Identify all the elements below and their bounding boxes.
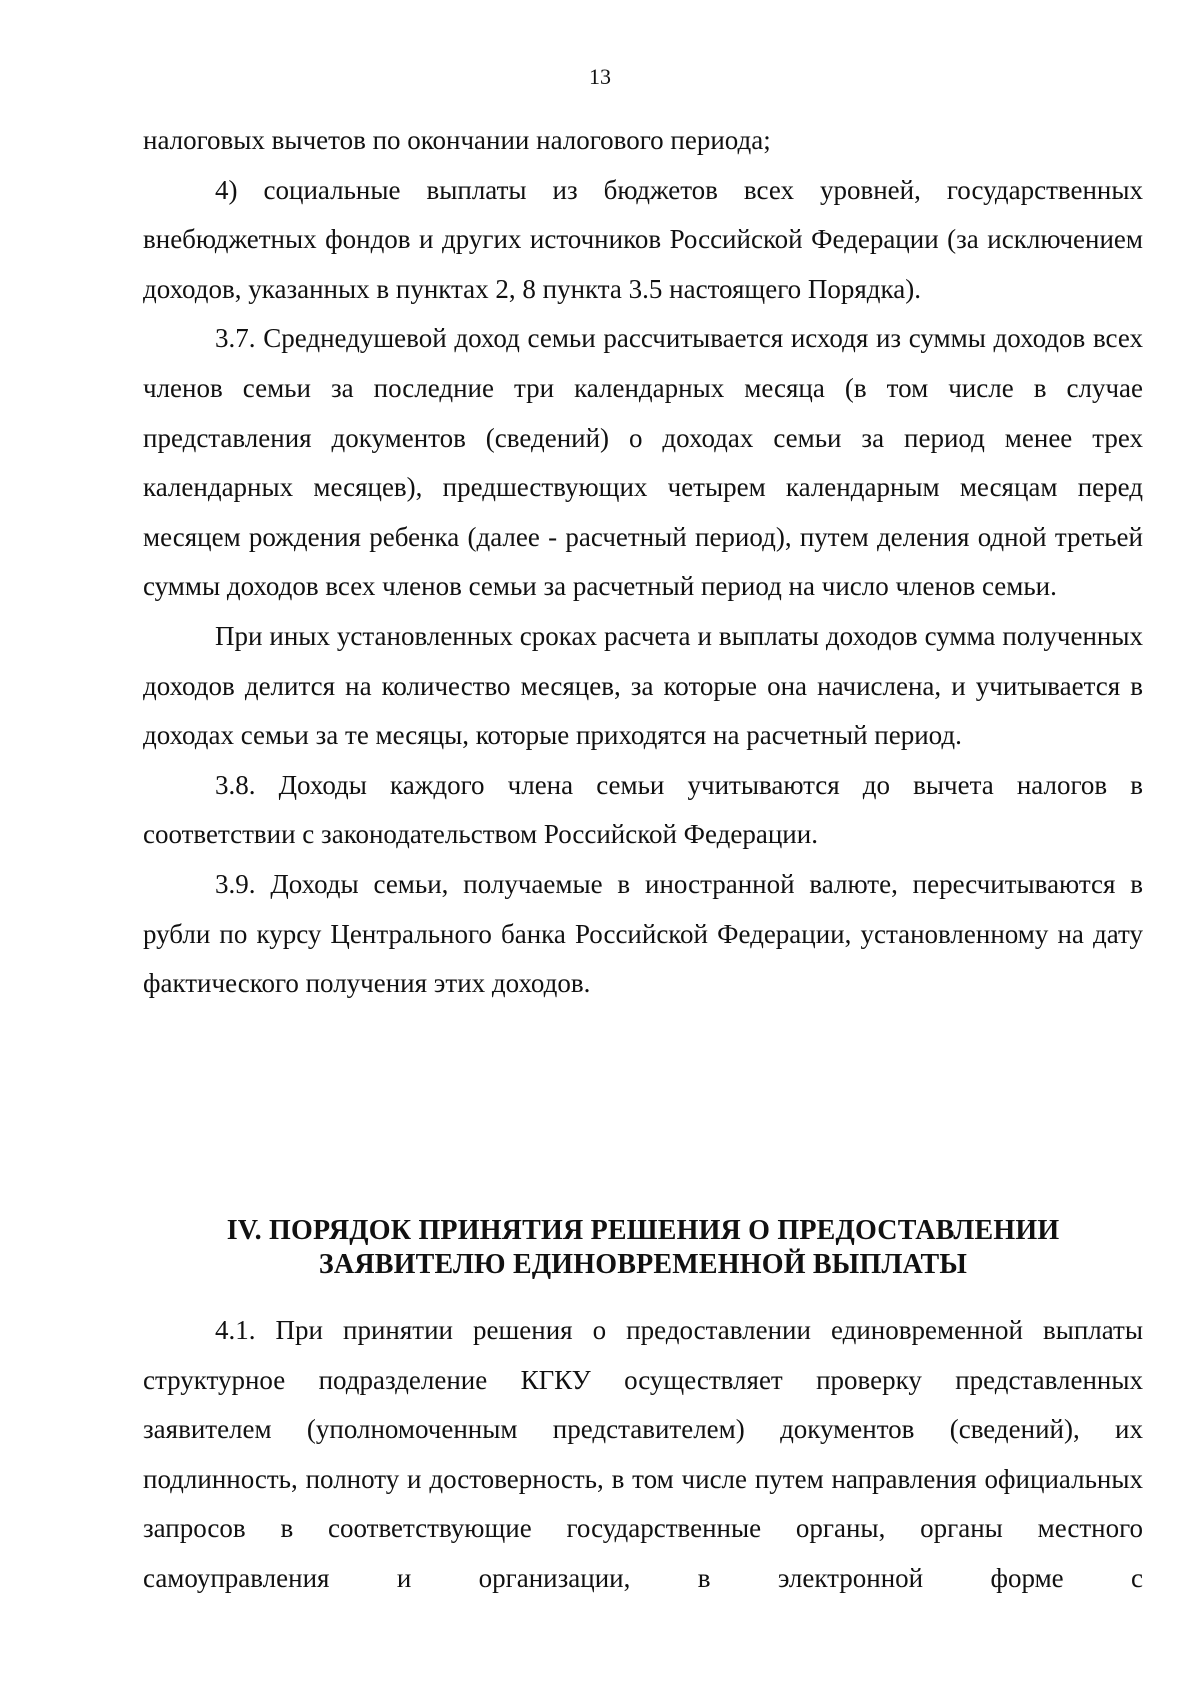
paragraph-continuation: налоговых вычетов по окончании налогового периода;	[143, 125, 771, 155]
page-number: 13	[589, 64, 611, 89]
body-text-lower	[143, 1306, 1143, 1604]
paragraph-3-7: 3.7. Среднедушевой доход семьи рассчитывается исходя из суммы доходов всех членов семьи за последние три календарных месяца (в том числе в случае представления документов (сведений) о доходах семьи за период менее трех календарных месяцев), предшествующих четырем календарным месяцам перед месяцем рождения ребенка (далее - расчетный период), путем деления одной третьей суммы доходов всех членов семьи за расчетный период на число членов семьи.	[143, 323, 1143, 602]
section-heading-line-1: IV. ПОРЯДОК ПРИНЯТИЯ РЕШЕНИЯ О ПРЕДОСТАВЛЕНИИ	[226, 1215, 1060, 1246]
paragraph-4-1: 4.1. При принятии решения о предоставлении единовременной выплаты структурное подразделение КГКУ осуществляет проверку представленных заявителем (уполномоченным представителем) документов (сведений), их подлинность, полноту и достоверность, в том числе путем направления официальных запросов в соответствующие государственные органы, органы местного самоуправления и организации, в электронной форме с	[143, 1315, 1143, 1593]
section-heading	[143, 1214, 1143, 1282]
paragraph-other-terms: При иных установленных сроках расчета и выплаты доходов сумма полученных доходов делится на количество месяцев, за которые она начислена, и учитывается в доходах семьи за те месяцы, которые приходятся на расчетный период.	[143, 620, 1143, 751]
paragraph-3-8: 3.8. Доходы каждого члена семьи учитываются до вычета налогов в соответствии с законодательством Российской Федерации.	[143, 769, 1143, 850]
paragraph-3-9: 3.9. Доходы семьи, получаемые в иностранной валюте, пересчитываются в рубли по курсу Центрального банка Российской Федерации, установленному на дату фактического получения этих доходов.	[143, 868, 1143, 999]
paragraph-item-4: 4) социальные выплаты из бюджетов всех уровней, государственных внебюджетных фондов и других источников Российской Федерации (за исключением доходов, указанных в пунктах 2, 8 пункта 3.5 настоящего Порядка).	[143, 174, 1143, 304]
body-text-upper	[143, 116, 1143, 1009]
section-heading-line-2: ЗАЯВИТЕЛЮ ЕДИНОВРЕМЕННОЙ ВЫПЛАТЫ	[318, 1249, 968, 1280]
